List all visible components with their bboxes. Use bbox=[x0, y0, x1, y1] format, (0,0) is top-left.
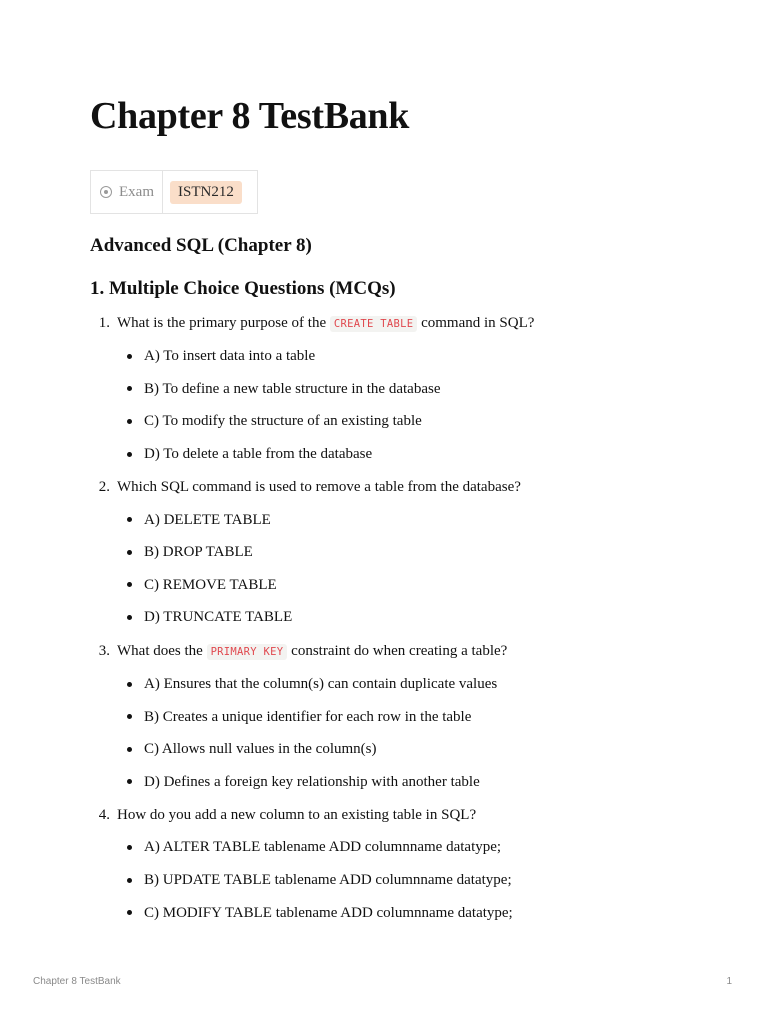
bullet-icon bbox=[127, 386, 132, 391]
question-text-before: What does the bbox=[117, 642, 207, 659]
question-line bbox=[90, 306, 710, 340]
inline-code: CREATE TABLE bbox=[330, 316, 417, 332]
answer-option bbox=[127, 733, 710, 766]
answer-option-text: B) To define a new table structure in the database bbox=[144, 380, 441, 397]
question-number-text: 1. bbox=[98, 315, 110, 331]
document-body bbox=[90, 92, 710, 929]
answer-option bbox=[127, 700, 710, 733]
bullet-icon bbox=[127, 878, 132, 883]
bullet-icon bbox=[127, 419, 132, 424]
answer-option bbox=[127, 601, 710, 634]
bullet-icon bbox=[127, 714, 132, 719]
inline-code: PRIMARY KEY bbox=[207, 644, 288, 660]
property-key bbox=[91, 171, 163, 213]
question-number-text: 4. bbox=[98, 807, 110, 824]
answer-option-text: A) To insert data into a table bbox=[144, 348, 316, 365]
property-row-exam bbox=[90, 170, 258, 214]
question-item bbox=[90, 470, 710, 633]
answer-option-text: D) To delete a table from the database bbox=[144, 446, 373, 463]
property-value bbox=[163, 171, 257, 213]
answer-option bbox=[127, 766, 710, 799]
exam-tag[interactable]: ISTN212 bbox=[170, 181, 242, 204]
question-item bbox=[90, 798, 710, 929]
question-list bbox=[90, 306, 710, 929]
bullet-icon bbox=[127, 747, 132, 752]
bullet-icon bbox=[127, 682, 132, 687]
question-text bbox=[117, 641, 507, 662]
answer-option-text: B) Creates a unique identifier for each row in the table bbox=[144, 708, 472, 725]
bullet-icon bbox=[127, 615, 132, 620]
answer-options bbox=[90, 340, 710, 470]
question-text bbox=[117, 313, 534, 334]
answer-option bbox=[127, 569, 710, 602]
answer-option bbox=[127, 536, 710, 569]
answer-option-text: D) TRUNCATE TABLE bbox=[144, 609, 293, 626]
answer-options bbox=[90, 668, 710, 798]
answer-option bbox=[127, 503, 710, 536]
answer-option bbox=[127, 340, 710, 373]
question-line bbox=[90, 798, 710, 831]
question-number-text: 3. bbox=[98, 642, 110, 659]
answer-option bbox=[127, 864, 710, 897]
answer-option-text: A) Ensures that the column(s) can contain duplicate values bbox=[144, 676, 498, 693]
bullet-icon bbox=[127, 517, 132, 522]
question-number bbox=[90, 313, 117, 334]
bullet-icon bbox=[127, 845, 132, 850]
answer-option bbox=[127, 438, 710, 471]
question-number-text: 2. bbox=[98, 479, 110, 496]
question-text-after: command in SQL? bbox=[417, 315, 535, 331]
question-item bbox=[90, 306, 710, 470]
page-footer bbox=[33, 976, 732, 987]
subsection-heading: 1. Multiple Choice Questions (MCQs) bbox=[90, 278, 396, 299]
answer-option-text: C) Allows null values in the column(s) bbox=[144, 741, 377, 758]
answer-options bbox=[90, 831, 710, 929]
answer-option-text: A) DELETE TABLE bbox=[144, 511, 271, 528]
answer-option bbox=[127, 373, 710, 406]
question-item bbox=[90, 634, 710, 798]
section-heading: Advanced SQL (Chapter 8) bbox=[90, 235, 312, 256]
question-text-after: constraint do when creating a table? bbox=[287, 642, 508, 659]
answer-options bbox=[90, 503, 710, 633]
bullet-icon bbox=[127, 910, 132, 915]
answer-option-text: A) ALTER TABLE tablename ADD columnname datatype; bbox=[144, 839, 502, 856]
bullet-icon bbox=[127, 452, 132, 457]
page-number: 1 bbox=[726, 976, 732, 987]
question-line bbox=[90, 634, 710, 668]
question-text-before: Which SQL command is used to remove a table from the database? bbox=[117, 479, 521, 496]
question-number bbox=[90, 477, 117, 497]
page-title: Chapter 8 TestBank bbox=[90, 95, 410, 137]
bullet-icon bbox=[127, 779, 132, 784]
footer-title: Chapter 8 TestBank bbox=[33, 976, 121, 987]
property-label: Exam bbox=[119, 183, 154, 200]
question-text-before: What is the primary purpose of the bbox=[117, 315, 330, 331]
question-text bbox=[117, 477, 521, 497]
question-line bbox=[90, 470, 710, 503]
bullet-icon bbox=[127, 550, 132, 555]
answer-option-text: B) DROP TABLE bbox=[144, 544, 253, 561]
answer-option-text: C) To modify the structure of an existing table bbox=[144, 413, 422, 430]
answer-option-text: D) Defines a foreign key relationship with another table bbox=[144, 773, 480, 790]
bullet-icon bbox=[127, 582, 132, 587]
radio-target-icon bbox=[100, 186, 112, 198]
answer-option bbox=[127, 405, 710, 438]
question-text-before: How do you add a new column to an existing table in SQL? bbox=[117, 807, 477, 824]
question-text bbox=[117, 805, 476, 825]
answer-option-text: B) UPDATE TABLE tablename ADD columnname datatype; bbox=[144, 872, 512, 889]
answer-option-text: C) REMOVE TABLE bbox=[144, 576, 277, 593]
question-number bbox=[90, 805, 117, 825]
answer-option bbox=[127, 668, 710, 701]
answer-option bbox=[127, 831, 710, 864]
bullet-icon bbox=[127, 354, 132, 359]
answer-option-text: C) MODIFY TABLE tablename ADD columnname datatype; bbox=[144, 904, 513, 921]
question-number bbox=[90, 641, 117, 662]
answer-option bbox=[127, 896, 710, 929]
